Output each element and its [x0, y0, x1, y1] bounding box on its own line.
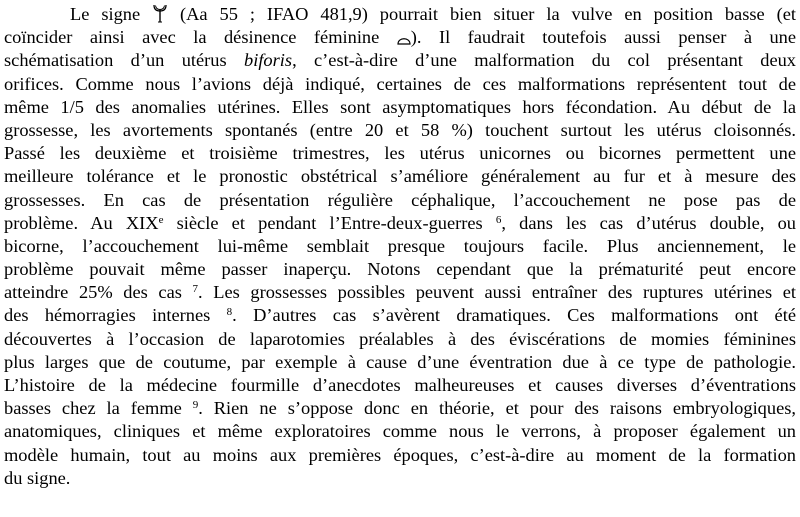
text-run: des hémorragies internes	[4, 305, 227, 326]
footnote-ref[interactable]: 6	[495, 213, 502, 226]
footnote-ref[interactable]: 9	[192, 399, 199, 412]
text-run: siècle et pendant l’Entre-deux-guerres	[163, 212, 496, 233]
footnote-ref[interactable]: 8	[226, 306, 233, 319]
text-run: schématisation d’un utérus	[4, 50, 245, 71]
text-line: plus larges que de coutume, par exemple à cause d’une éventration due à ce type de pathologie.	[4, 351, 796, 372]
text-line	[4, 281, 796, 304]
text-line	[4, 3, 796, 26]
text-line	[4, 212, 796, 235]
text-run: . D’autres cas s’avèrent dramatiques. Ces malformations ont été	[232, 305, 796, 326]
text-line: grossesse, les avortements spontanés (entre 20 et 58 %) touchent surtout les utérus cloisonnés.	[4, 119, 796, 140]
text-line: bicorne, l’accouchement lui-même semblait presque toujours facile. Plus anciennement, le	[4, 235, 796, 256]
text-run: coïncider ainsi avec la désinence féminine	[4, 27, 397, 48]
text-run: Le signe	[70, 4, 153, 24]
text-line: du signe.	[4, 467, 71, 488]
text-run: . Rien ne s’oppose donc en théorie, et pour des raisons embryologiques,	[198, 398, 796, 419]
text-run: . Les grossesses possibles peuvent aussi entraîner des ruptures utérines et	[198, 282, 796, 303]
italic-term: biforis	[244, 50, 293, 71]
text-line	[4, 397, 796, 420]
text-run: basses chez la femme	[4, 398, 193, 419]
text-line: orifices. Comme nous l’avions déjà indiqué, certaines de ces malformations représentent tout de	[4, 73, 796, 94]
document-page	[4, 3, 796, 490]
text-line: anatomiques, cliniques et même exploratoires comme nous le verrons, à proposer également un	[4, 421, 796, 442]
text-line: meilleure tolérance et le pronostic obstétrical s’améliore généralement au fur et à mesure des	[4, 166, 796, 187]
text-line	[4, 26, 796, 49]
text-line: découvertes à l’occasion de laparotomies préalables à des éviscérations de momies féminines	[4, 328, 796, 349]
superscript: e	[158, 213, 164, 226]
text-line: grossesses. En cas de présentation régulière céphalique, l’accouchement ne pose pas de	[4, 189, 796, 210]
text-line: problème pouvait même passer inaperçu. Notons cependant que la prématurité peut encore	[4, 259, 796, 280]
text-line	[4, 49, 796, 72]
text-line: Passé les deuxième et troisième trimestres, les utérus unicornes ou bicornes permettent une	[4, 143, 796, 164]
text-run: ). Il faudrait toutefois aussi penser à une	[410, 27, 796, 48]
text-run: , c’est-à-dire d’une malformation du col présentant deux	[292, 50, 796, 71]
text-line: modèle humain, tout au moins aux premières époques, c’est-à-dire au moment de la formation	[4, 444, 796, 465]
text-run: atteindre 25% des cas	[4, 282, 193, 303]
text-line: même 1/5 des anomalies utérines. Elles sont asymptomatiques hors fécondation. Au début de la	[4, 96, 796, 117]
text-run: problème. Au XIX	[4, 212, 159, 233]
footnote-ref[interactable]: 7	[192, 283, 199, 296]
text-run: , dans les cas d’utérus double, ou	[501, 212, 796, 233]
text-line	[4, 304, 796, 327]
text-line: L’histoire de la médecine fourmille d’anecdotes malheureuses et causes diverses d’éventrations	[4, 375, 796, 395]
text-run: (Aa 55 ; IFAO 481,9) pourrait bien situer la vulve en position basse (et	[168, 4, 796, 24]
